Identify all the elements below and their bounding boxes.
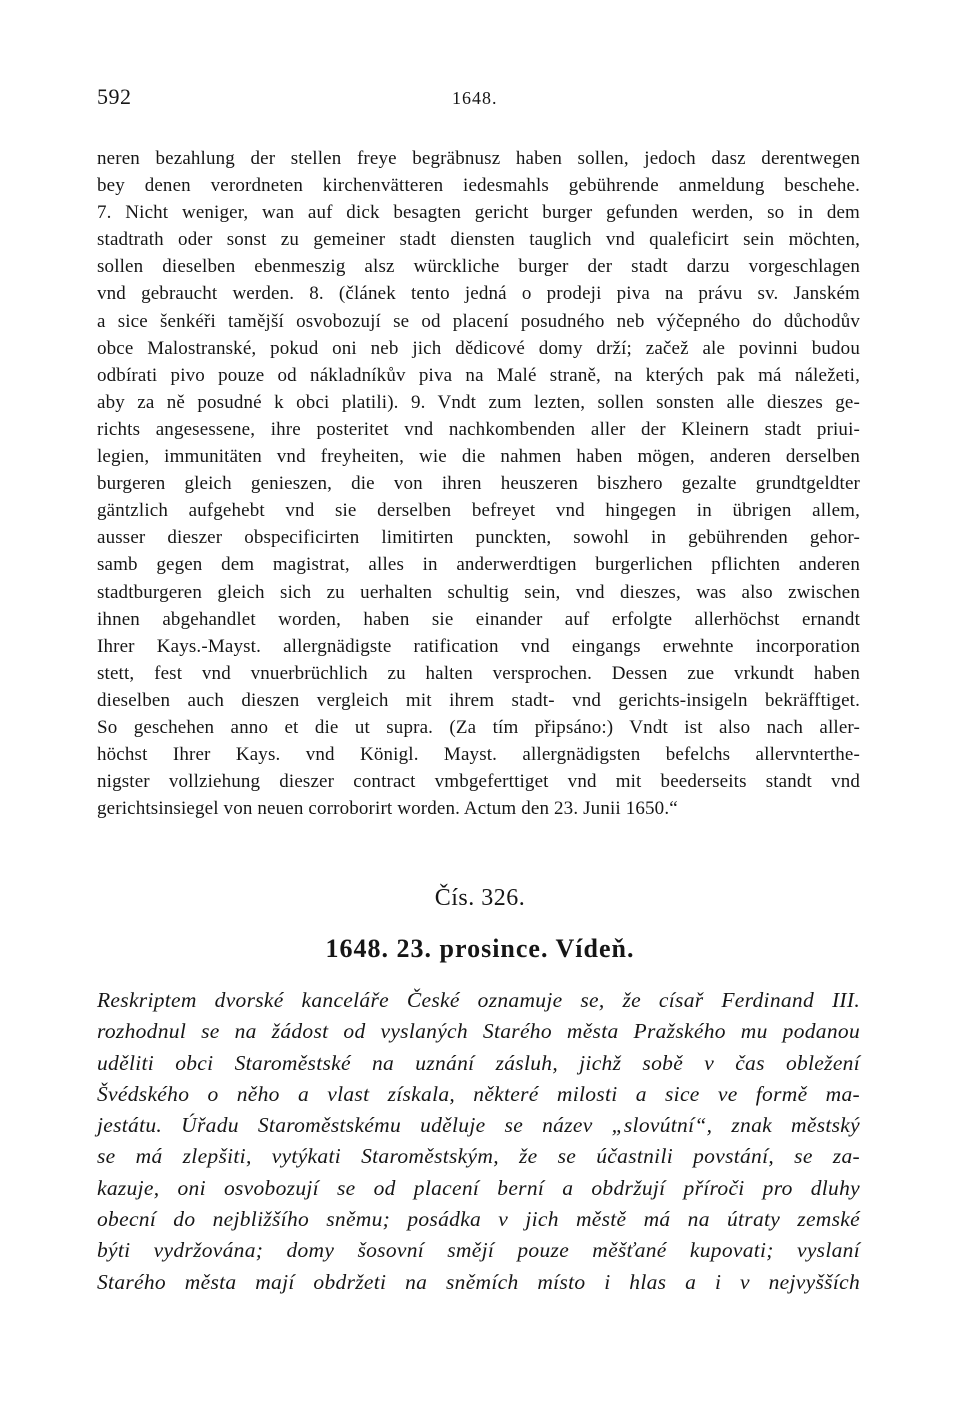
body-line: odbírati pivo pouze od nákladníkův piva na Malé straně, na kterých pak má náležeti, <box>97 364 860 386</box>
body-line: samb gegen dem magistrat, alles in anderwerdtigen burgerlichen pflichten anderen <box>97 554 860 576</box>
body-line: gäntzlich aufgehebt vnd sie derselben befreyet vnd hingegen in übrigen allem, <box>97 500 860 522</box>
body-line: bey denen verordneten kirchenvätteren iedesmahls gebührende anmeldung beschehe. <box>97 175 860 197</box>
document-heading: 1648. 23. prosince. Vídeň. <box>325 934 635 963</box>
body-text <box>97 145 860 822</box>
summary-line: Reskriptem dvorské kanceláře České oznamuje se, že císař Ferdinand III. <box>97 988 860 1012</box>
body-line: Ihrer Kays.-Mayst. allergnädigste ratification vnd eingangs erwehnte incorporation <box>97 635 860 657</box>
body-line: richts angesessene, ihre posteritet vnd nachkombenden aller der Kleinern stadt priui- <box>97 418 860 440</box>
body-line: So geschehen anno et die ut supra. (Za tím připsáno:) Vndt ist also nach aller- <box>97 716 860 738</box>
summary-line: uděliti obci Staroměstské na uznání zásluh, jichž sobě v čas obležení <box>97 1050 860 1075</box>
summary-line: rozhodnul se na žádost od vyslaných Starého města Pražského mu podanou <box>97 1019 860 1044</box>
summary-line: jestátu. Úřadu Staroměstskému uděluje se název „slovútní“, znak městský <box>97 1113 860 1138</box>
summary-line: kazuje, oni osvobozují se od placení berní a obdržují příroči pro dluhy <box>97 1175 860 1200</box>
body-line: vnd gebraucht werden. 8. (článek tento jedná o prodeji piva na právu sv. Janském <box>97 283 860 305</box>
body-line: dieselben auch dieszen vergleich mit ihrem stadt- vnd gerichts-insigeln bekräfftiget. <box>97 689 860 711</box>
body-line: stadtrath oder sonst zu gemeiner stadt diensten tauglich vnd qualeficirt sein möchten, <box>97 229 860 251</box>
document-summary <box>97 985 860 1298</box>
summary-line: se má zlepšiti, vytýkati Staroměstským, že se účastnili povstání, se za- <box>97 1144 860 1169</box>
body-line: sollen dieselben ebenmeszig alsz würckliche burger der stadt darzu vorgeschlagen <box>97 256 860 278</box>
body-line: ihnen abgehandlet worden, haben sie einander auf erfolgte allerhöchst ernandt <box>97 608 860 630</box>
body-line: gerichtsinsiegel von neuen corroborirt worden. Actum den 23. Junii 1650.“ <box>97 798 678 820</box>
page-header <box>97 84 860 114</box>
body-line: legien, immunitäten vnd freyheiten, wie die nahmen haben mögen, anderen derselben <box>97 446 860 468</box>
summary-line: býti vydržována; domy šosovní smějí pouze měšťané kupovati; vyslaní <box>97 1238 860 1263</box>
body-line: ausser dieszer obspecificirten limitirten punckten, sowohl in gebührenden gehor- <box>97 527 860 549</box>
running-head-year: 1648. <box>452 88 498 108</box>
body-line: stadtburgeren gleich sich zu uerhalten schultig sein, vnd dieszes, was also zwischen <box>97 581 860 603</box>
body-line: a sice šenkéři tamější osvobozují se od placení posudného neb výčepného do důchodův <box>97 310 860 332</box>
page-number: 592 <box>97 84 132 109</box>
body-line: neren bezahlung der stellen freye begräbnusz haben sollen, jedoch dasz derentwegen <box>97 148 860 169</box>
body-line: obce Malostranské, pokud oni neb jich dědicové domy drží; začež ale povinni budou <box>97 337 860 359</box>
document-number: Čís. 326. <box>434 885 526 911</box>
summary-line: Švédského o něho a vlast získala, některé milosti a sice ve formě ma- <box>97 1081 860 1106</box>
body-line: stett, fest vnd vnuerbrüchlich zu halten versprochen. Dessen zue vrkundt haben <box>97 662 860 684</box>
summary-line: Starého města mají obdržeti na sněmích místo i hlas a i v nejvyšších <box>97 1269 860 1294</box>
body-line: nigster vollziehung dieszer contract vmbgeferttiget vnd mit beederseits standt vnd <box>97 771 860 793</box>
summary-line: obecní do nejbližšího sněmu; posádka v jich městě má na útraty zemské <box>97 1207 860 1232</box>
body-line: burgeren gleich genieszen, die von ihren heuszeren biszhero gezalte grundtgeldter <box>97 473 860 495</box>
body-line: höchst Ihrer Kays. vnd Königl. Mayst. allergnädigsten befelchs allervnterthe- <box>97 744 860 766</box>
body-line: aby za ně posudné k obci platili). 9. Vndt zum lezten, sollen sonsten alle dieszes ge- <box>97 391 860 413</box>
body-line: 7. Nicht weniger, wan auf dick besagten gericht burger gefunden werden, so in dem <box>97 202 860 224</box>
